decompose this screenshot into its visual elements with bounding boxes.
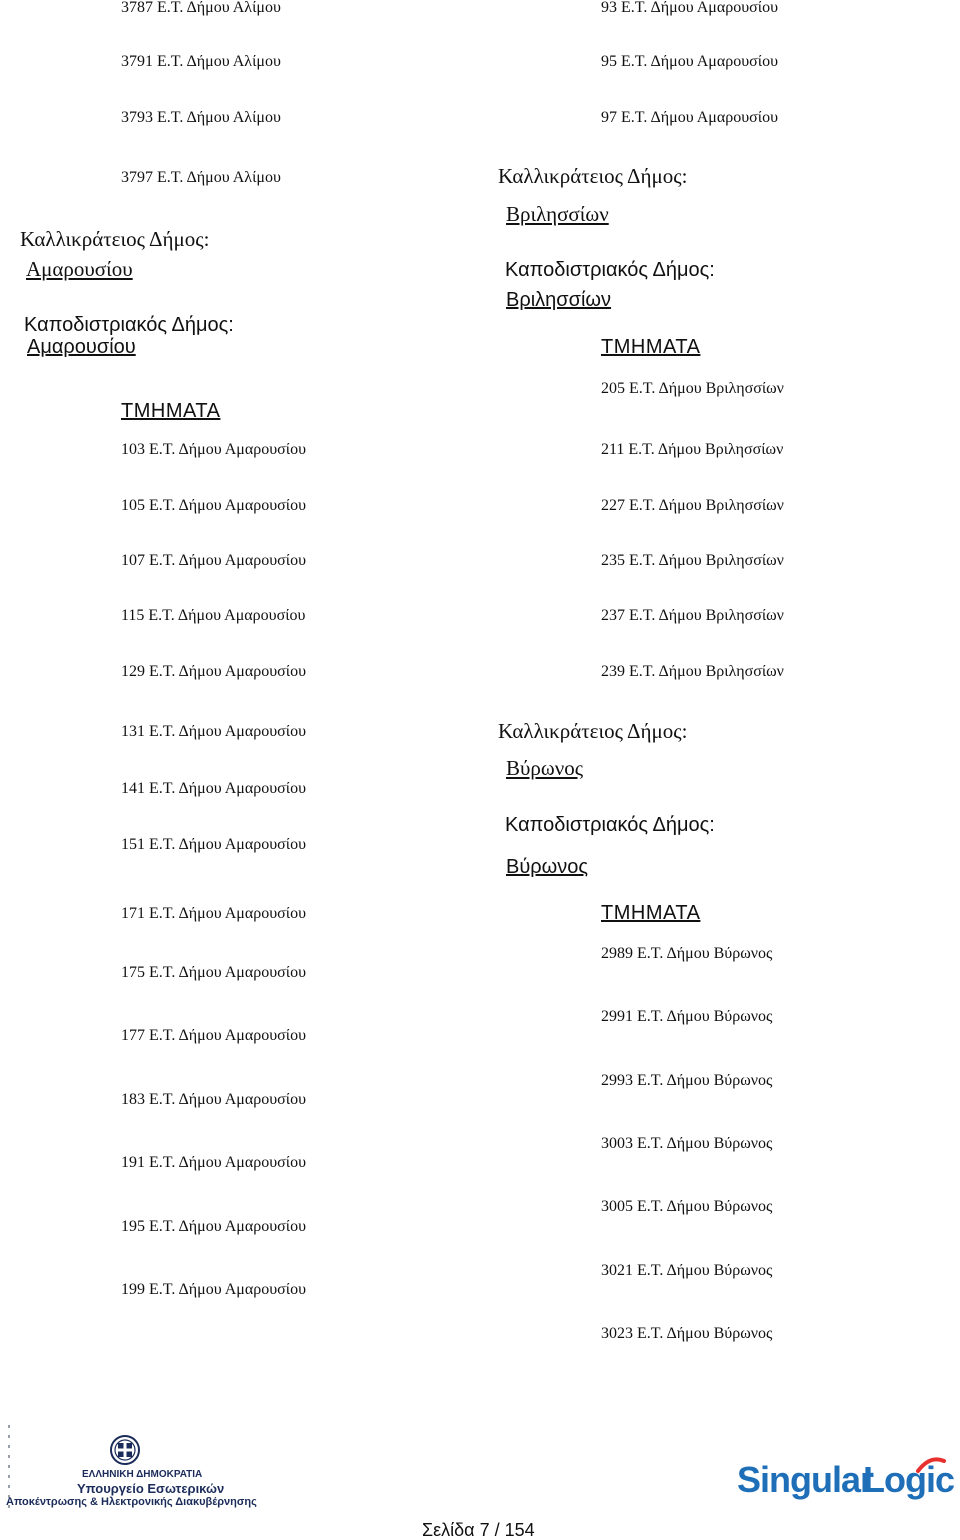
list-item: 2993 Ε.Τ. Δήμου Βύρωνος (601, 1072, 773, 1089)
kallikratis-label: Καλλικράτειος Δήμος: (498, 719, 688, 743)
list-item: 211 Ε.Τ. Δήμου Βριλησσίων (601, 441, 784, 458)
list-item: 131 Ε.Τ. Δήμου Αμαρουσίου (121, 723, 307, 740)
tmimata-heading: ΤΜΗΜΑΤΑ (601, 336, 701, 358)
ministry-logo (0, 1420, 257, 1515)
list-item: 129 Ε.Τ. Δήμου Αμαρουσίου (121, 663, 307, 680)
list-item: 177 Ε.Τ. Δήμου Αμαρουσίου (121, 1027, 307, 1044)
list-item: 239 Ε.Τ. Δήμου Βριλησσίων (601, 663, 784, 680)
list-item: 235 Ε.Τ. Δήμου Βριλησσίων (601, 552, 784, 569)
list-item: 115 Ε.Τ. Δήμου Αμαρουσίου (121, 607, 306, 624)
list-item: 3797 Ε.Τ. Δήμου Αλίμου (121, 169, 281, 186)
singular-logic-logo (730, 1455, 960, 1505)
list-item: 171 Ε.Τ. Δήμου Αμαρουσίου (121, 905, 307, 922)
kapodistrias-label: Καποδιστριακός Δήμος: (24, 314, 234, 336)
list-item: 227 Ε.Τ. Δήμου Βριλησσίων (601, 497, 784, 514)
kapodistrias-name: Βύρωνος (506, 856, 589, 878)
kapodistrias-label: Καποδιστριακός Δήμος: (505, 259, 715, 281)
logo-part-logic: Logic (863, 1459, 954, 1500)
list-item: 195 Ε.Τ. Δήμου Αμαρουσίου (121, 1218, 307, 1235)
logo-swoosh-icon (916, 1455, 946, 1475)
list-item: 183 Ε.Τ. Δήμου Αμαρουσίου (121, 1091, 307, 1108)
list-item: 237 Ε.Τ. Δήμου Βριλησσίων (601, 607, 784, 624)
list-item: 3003 Ε.Τ. Δήμου Βύρωνος (601, 1135, 773, 1152)
list-item: 95 Ε.Τ. Δήμου Αμαρουσίου (601, 53, 779, 70)
list-item: 2989 Ε.Τ. Δήμου Βύρωνος (601, 945, 773, 962)
list-item: 175 Ε.Τ. Δήμου Αμαρουσίου (121, 964, 307, 981)
list-item: 199 Ε.Τ. Δήμου Αμαρουσίου (121, 1281, 307, 1298)
list-item: 3787 Ε.Τ. Δήμου Αλίμου (121, 0, 281, 16)
list-item: 2991 Ε.Τ. Δήμου Βύρωνος (601, 1008, 773, 1025)
list-item: 3023 Ε.Τ. Δήμου Βύρωνος (601, 1325, 773, 1342)
page-number: Σελίδα 7 / 154 (422, 1520, 535, 1540)
list-item: 141 Ε.Τ. Δήμου Αμαρουσίου (121, 780, 307, 797)
list-item: 3791 Ε.Τ. Δήμου Αλίμου (121, 53, 281, 70)
list-item: 3021 Ε.Τ. Δήμου Βύρωνος (601, 1262, 773, 1279)
kallikratis-label: Καλλικράτειος Δήμος: (498, 164, 688, 188)
list-item: 105 Ε.Τ. Δήμου Αμαρουσίου (121, 497, 307, 514)
kapodistrias-name: Βριλησσίων (506, 289, 612, 311)
kallikratis-label: Καλλικράτειος Δήμος: (20, 227, 210, 251)
list-item: 3005 Ε.Τ. Δήμου Βύρωνος (601, 1198, 773, 1215)
list-item: 93 Ε.Τ. Δήμου Αμαρουσίου (601, 0, 779, 16)
kallikratis-name: Αμαρουσίου (26, 257, 133, 281)
kapodistrias-name: Αμαρουσίου (27, 336, 136, 358)
list-item: 205 Ε.Τ. Δήμου Βριλησσίων (601, 380, 784, 397)
gov-line-1: ΕΛΛΗΝΙΚΗ ΔΗΜΟΚΡΑΤΙΑ (82, 1469, 203, 1480)
list-item: 103 Ε.Τ. Δήμου Αμαρουσίου (121, 441, 307, 458)
list-item: 151 Ε.Τ. Δήμου Αμαρουσίου (121, 836, 307, 853)
kallikratis-name: Βριλησσίων (506, 202, 609, 226)
list-item: 97 Ε.Τ. Δήμου Αμαρουσίου (601, 109, 779, 126)
tmimata-heading: ΤΜΗΜΑΤΑ (121, 400, 221, 422)
list-item: 3793 Ε.Τ. Δήμου Αλίμου (121, 109, 281, 126)
list-item: 191 Ε.Τ. Δήμου Αμαρουσίου (121, 1154, 307, 1171)
logo-part-singular: Singular (737, 1459, 874, 1500)
kapodistrias-label: Καποδιστριακός Δήμος: (505, 814, 715, 836)
greek-emblem-icon (110, 1434, 140, 1466)
kallikratis-name: Βύρωνος (506, 756, 584, 780)
list-item: 107 Ε.Τ. Δήμου Αμαρουσίου (121, 552, 307, 569)
gov-line-2: Υπουργείο Εσωτερικών (77, 1481, 225, 1496)
tmimata-heading: ΤΜΗΜΑΤΑ (601, 902, 701, 924)
gov-line-3: Αποκέντρωσης & Ηλεκτρονικής Διακυβέρνησης (6, 1496, 257, 1508)
